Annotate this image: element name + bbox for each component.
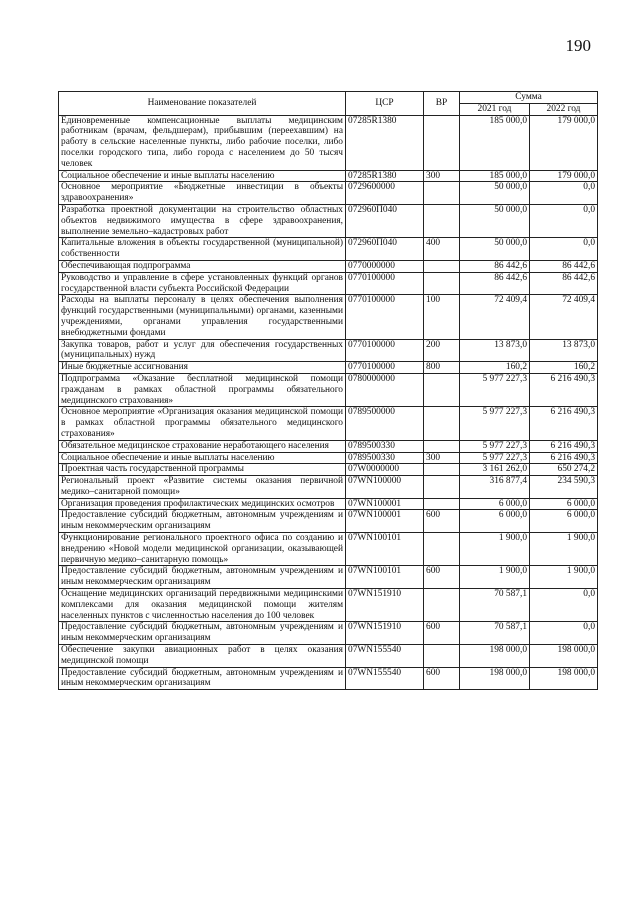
row-name: Основное мероприятие «Бюджетные инвестиции в объекты здравоохранения» bbox=[59, 182, 346, 205]
row-vr: 100 bbox=[424, 295, 460, 339]
table-row bbox=[59, 589, 598, 622]
row-amount-2022: 6 216 490,3 bbox=[530, 452, 598, 464]
row-amount-2021: 86 442,6 bbox=[460, 260, 530, 272]
row-csr: 07W0000000 bbox=[346, 464, 424, 476]
row-amount-2022: 0,0 bbox=[530, 204, 598, 237]
row-csr: 0789500000 bbox=[346, 407, 424, 440]
row-amount-2021: 5 977 227,3 bbox=[460, 407, 530, 440]
header-name: Наименование показателей bbox=[59, 92, 346, 116]
row-amount-2022: 198 000,0 bbox=[530, 667, 598, 690]
row-name: Региональный проект «Развитие системы оказания первичной медико–санитарной помощи» bbox=[59, 476, 346, 499]
row-amount-2022: 1 900,0 bbox=[530, 533, 598, 566]
table-row bbox=[59, 115, 598, 170]
row-vr bbox=[424, 204, 460, 237]
row-amount-2021: 1 900,0 bbox=[460, 533, 530, 566]
row-name: Предоставление субсидий бюджетным, автономным учреждениям и иным некоммерческим организациям bbox=[59, 566, 346, 589]
row-amount-2022: 234 590,3 bbox=[530, 476, 598, 499]
row-amount-2021: 50 000,0 bbox=[460, 204, 530, 237]
row-vr bbox=[424, 407, 460, 440]
row-vr bbox=[424, 182, 460, 205]
row-vr bbox=[424, 476, 460, 499]
row-vr bbox=[424, 115, 460, 170]
table-row bbox=[59, 182, 598, 205]
row-vr: 600 bbox=[424, 622, 460, 645]
row-vr: 400 bbox=[424, 238, 460, 261]
row-amount-2022: 0,0 bbox=[530, 589, 598, 622]
row-vr bbox=[424, 533, 460, 566]
row-csr: 0789500330 bbox=[346, 452, 424, 464]
row-amount-2021: 1 900,0 bbox=[460, 566, 530, 589]
row-amount-2022: 6 000,0 bbox=[530, 498, 598, 510]
row-amount-2021: 198 000,0 bbox=[460, 667, 530, 690]
row-name: Проектная часть государственной программы bbox=[59, 464, 346, 476]
row-amount-2022: 179 000,0 bbox=[530, 115, 598, 170]
row-name: Социальное обеспечение и иные выплаты населению bbox=[59, 452, 346, 464]
row-amount-2022: 13 873,0 bbox=[530, 339, 598, 362]
table-row bbox=[59, 170, 598, 182]
row-amount-2021: 72 409,4 bbox=[460, 295, 530, 339]
row-vr bbox=[424, 272, 460, 295]
row-csr: 0770000000 bbox=[346, 260, 424, 272]
row-name: Руководство и управление в сфере установленных функций органов государственной власти субъекта Российской Федерации bbox=[59, 272, 346, 295]
header-sum: Сумма bbox=[460, 92, 598, 104]
row-amount-2021: 185 000,0 bbox=[460, 115, 530, 170]
row-amount-2021: 160,2 bbox=[460, 362, 530, 374]
table-row bbox=[59, 645, 598, 668]
row-name: Обеспечение закупки авиационных работ в целях оказания медицинской помощи bbox=[59, 645, 346, 668]
row-csr: 07WN155540 bbox=[346, 645, 424, 668]
row-csr: 07WN155540 bbox=[346, 667, 424, 690]
table-row bbox=[59, 452, 598, 464]
table-header bbox=[59, 92, 598, 116]
row-amount-2021: 50 000,0 bbox=[460, 182, 530, 205]
row-amount-2021: 50 000,0 bbox=[460, 238, 530, 261]
row-amount-2022: 6 000,0 bbox=[530, 510, 598, 533]
row-amount-2021: 70 587,1 bbox=[460, 589, 530, 622]
row-amount-2022: 198 000,0 bbox=[530, 645, 598, 668]
row-amount-2021: 5 977 227,3 bbox=[460, 373, 530, 406]
row-amount-2022: 179 000,0 bbox=[530, 170, 598, 182]
row-csr: 07285R1380 bbox=[346, 170, 424, 182]
row-name: Предоставление субсидий бюджетным, автономным учреждениям и иным некоммерческим организациям bbox=[59, 510, 346, 533]
row-amount-2022: 650 274,2 bbox=[530, 464, 598, 476]
row-amount-2021: 316 877,4 bbox=[460, 476, 530, 499]
table-row bbox=[59, 440, 598, 452]
row-vr: 300 bbox=[424, 170, 460, 182]
row-amount-2021: 198 000,0 bbox=[460, 645, 530, 668]
row-csr: 0770100000 bbox=[346, 339, 424, 362]
row-csr: 07WN100101 bbox=[346, 566, 424, 589]
row-csr: 07WN100101 bbox=[346, 533, 424, 566]
row-amount-2021: 13 873,0 bbox=[460, 339, 530, 362]
header-year-2021: 2021 год bbox=[460, 103, 530, 115]
row-csr: 0770100000 bbox=[346, 272, 424, 295]
row-name: Единовременные компенсационные выплаты медицинским работникам (врачам, фельдшерам), прибывшим (переехавшим) на работу в сельские населенные пункты, либо рабочие поселки, либо поселки городского типа, либо города с населением до 50 тысяч человек bbox=[59, 115, 346, 170]
row-name: Иные бюджетные ассигнования bbox=[59, 362, 346, 374]
row-csr: 072960П040 bbox=[346, 238, 424, 261]
table-row bbox=[59, 295, 598, 339]
row-vr: 600 bbox=[424, 566, 460, 589]
row-csr: 07WN100001 bbox=[346, 510, 424, 533]
table-row bbox=[59, 362, 598, 374]
row-csr: 07WN100000 bbox=[346, 476, 424, 499]
table-row bbox=[59, 272, 598, 295]
row-amount-2022: 6 216 490,3 bbox=[530, 373, 598, 406]
row-amount-2022: 160,2 bbox=[530, 362, 598, 374]
row-name: Обеспечивающая подпрограмма bbox=[59, 260, 346, 272]
row-amount-2022: 72 409,4 bbox=[530, 295, 598, 339]
row-csr: 0729600000 bbox=[346, 182, 424, 205]
header-vr: ВР bbox=[424, 92, 460, 116]
table-row bbox=[59, 339, 598, 362]
table-row bbox=[59, 667, 598, 690]
header-year-2022: 2022 год bbox=[530, 103, 598, 115]
table-row bbox=[59, 476, 598, 499]
table-row bbox=[59, 373, 598, 406]
row-amount-2021: 86 442,6 bbox=[460, 272, 530, 295]
row-name: Социальное обеспечение и иные выплаты населению bbox=[59, 170, 346, 182]
table-row bbox=[59, 238, 598, 261]
row-vr bbox=[424, 498, 460, 510]
table-row bbox=[59, 510, 598, 533]
row-vr: 800 bbox=[424, 362, 460, 374]
row-name: Функционирование регионального проектного офиса по созданию и внедрению «Новой модели медицинской организации, оказывающей первичную медико–санитарную помощь» bbox=[59, 533, 346, 566]
row-vr bbox=[424, 589, 460, 622]
row-csr: 07WN100001 bbox=[346, 498, 424, 510]
row-name: Расходы на выплаты персоналу в целях обеспечения выполнения функций государственными (муниципальными) органами, казенными учреждениями, органами управления государственными внебюджетными фондами bbox=[59, 295, 346, 339]
budget-table bbox=[58, 91, 598, 690]
row-name: Предоставление субсидий бюджетным, автономным учреждениям и иным некоммерческим организациям bbox=[59, 622, 346, 645]
row-vr: 300 bbox=[424, 452, 460, 464]
row-amount-2022: 0,0 bbox=[530, 238, 598, 261]
table-row bbox=[59, 566, 598, 589]
row-csr: 07WN151910 bbox=[346, 622, 424, 645]
row-name: Основное мероприятие «Организация оказания медицинской помощи в рамках областной программы обязательного медицинского страхования» bbox=[59, 407, 346, 440]
row-amount-2022: 6 216 490,3 bbox=[530, 407, 598, 440]
row-name: Оснащение медицинских организаций передвижными медицинскими комплексами для оказания медицинской помощи жителям населенных пунктов с численностью населения до 100 человек bbox=[59, 589, 346, 622]
row-amount-2021: 5 977 227,3 bbox=[460, 440, 530, 452]
row-name: Закупка товаров, работ и услуг для обеспечения государственных (муниципальных) нужд bbox=[59, 339, 346, 362]
row-amount-2021: 6 000,0 bbox=[460, 498, 530, 510]
table-row bbox=[59, 407, 598, 440]
row-csr: 0770100000 bbox=[346, 295, 424, 339]
table-row bbox=[59, 533, 598, 566]
table-row bbox=[59, 464, 598, 476]
row-vr bbox=[424, 645, 460, 668]
row-amount-2022: 6 216 490,3 bbox=[530, 440, 598, 452]
row-name: Подпрограмма «Оказание бесплатной медицинской помощи гражданам в рамках областной программы обязательного медицинского страхования» bbox=[59, 373, 346, 406]
row-vr: 600 bbox=[424, 667, 460, 690]
table-row bbox=[59, 622, 598, 645]
row-csr: 0770100000 bbox=[346, 362, 424, 374]
row-vr: 200 bbox=[424, 339, 460, 362]
row-csr: 072960П040 bbox=[346, 204, 424, 237]
row-vr bbox=[424, 440, 460, 452]
row-vr bbox=[424, 260, 460, 272]
row-vr bbox=[424, 464, 460, 476]
row-name: Разработка проектной документации на строительство областных объектов недвижимого имущества в сфере здравоохранения, выполнение земельно–кадастровых работ bbox=[59, 204, 346, 237]
row-amount-2021: 185 000,0 bbox=[460, 170, 530, 182]
row-name: Обязательное медицинское страхование неработающего населения bbox=[59, 440, 346, 452]
row-vr bbox=[424, 373, 460, 406]
row-amount-2022: 86 442,6 bbox=[530, 272, 598, 295]
table-row bbox=[59, 498, 598, 510]
row-csr: 07285R1380 bbox=[346, 115, 424, 170]
row-csr: 0789500330 bbox=[346, 440, 424, 452]
row-amount-2022: 0,0 bbox=[530, 622, 598, 645]
table-row bbox=[59, 260, 598, 272]
row-name: Предоставление субсидий бюджетным, автономным учреждениям и иным некоммерческим организациям bbox=[59, 667, 346, 690]
row-amount-2022: 1 900,0 bbox=[530, 566, 598, 589]
header-csr: ЦСР bbox=[346, 92, 424, 116]
row-csr: 0780000000 bbox=[346, 373, 424, 406]
row-amount-2021: 70 587,1 bbox=[460, 622, 530, 645]
row-vr: 600 bbox=[424, 510, 460, 533]
row-amount-2022: 0,0 bbox=[530, 182, 598, 205]
row-name: Капитальные вложения в объекты государственной (муниципальной) собственности bbox=[59, 238, 346, 261]
row-amount-2021: 5 977 227,3 bbox=[460, 452, 530, 464]
row-amount-2021: 6 000,0 bbox=[460, 510, 530, 533]
row-name: Организация проведения профилактических медицинских осмотров bbox=[59, 498, 346, 510]
table-row bbox=[59, 204, 598, 237]
page-number: 190 bbox=[565, 36, 591, 55]
row-amount-2021: 3 161 262,0 bbox=[460, 464, 530, 476]
row-csr: 07WN151910 bbox=[346, 589, 424, 622]
row-amount-2022: 86 442,6 bbox=[530, 260, 598, 272]
table-body bbox=[59, 115, 598, 690]
